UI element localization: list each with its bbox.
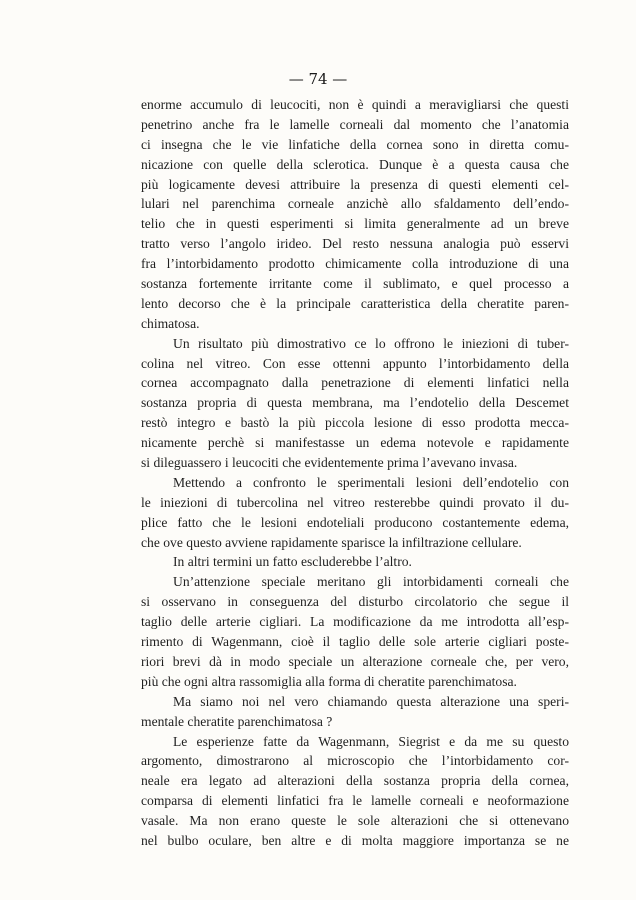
text-line: enorme accumulo di leucociti, non è quindi a meravigliarsi che questi [141, 97, 569, 112]
text-line: Ma siamo noi nel vero chiamando questa alterazione una speri- [173, 693, 569, 709]
text-line: si dileguassero i leucociti che evidentemente prima l’avevano invasa. [141, 455, 518, 471]
text-line: che ove questo avviene rapidamente sparisce la infiltrazione cellulare. [141, 534, 522, 550]
text-line: sostanza propria di questa membrana, ma l’endotelio della Descemet [141, 395, 569, 411]
text-line: più logicamente devesi attribuire la presenza di questi elementi cel- [141, 176, 569, 192]
text-line: tratto verso l’angolo irideo. Del resto nessuna analogia può esservi [141, 236, 569, 252]
text-line: nicamente perchè si manifestasse un edema notevole e rapidamente [141, 435, 569, 451]
text-line: Un’attenzione speciale meritano gli intorbidamenti corneali che [173, 574, 569, 590]
page-number: — 74 — [288, 70, 348, 88]
text-line: cornea accompagnato dalla penetrazione di elementi linfatici nella [141, 375, 569, 391]
body-text [141, 95, 569, 851]
text-line: vasale. Ma non erano queste le sole alterazioni che si ottenevano [141, 813, 569, 829]
text-line: Mettendo a confronto le sperimentali lesioni dell’endotelio con [173, 474, 569, 490]
text-line: riori brevi dà in modo speciale un alterazione corneale che, per vero, [141, 653, 569, 669]
text-line: telio che in questi esperimenti si limita generalmente ad un breve [141, 216, 569, 232]
text-line: mentale cheratite parenchimatosa ? [141, 713, 333, 729]
text-line: penetrino anche fra le lamelle corneali dal momento che l’anatomia [141, 116, 569, 132]
text-line: fra l’intorbidamento prodotto chimicamente colla introduzione di una [141, 256, 569, 272]
text-line: colina nel vitreo. Con esse ottenni appunto l’intorbidamento della [141, 355, 569, 371]
text-line: comparsa di elementi linfatici fra le lamelle corneali e neoformazione [141, 793, 569, 809]
text-line: le iniezioni di tubercolina nel vitreo resterebbe quindi provato il du- [141, 494, 569, 510]
text-line: lulari nel parenchima corneale anzichè allo sfaldamento dell’endo- [141, 196, 569, 212]
text-line: più che ogni altra rassomiglia alla forma di cheratite parenchimatosa. [141, 673, 517, 689]
text-line: argomento, dimostrarono al microscopio che l’intorbidamento cor- [141, 753, 569, 769]
text-line: rimento di Wagenmann, cioè il taglio delle sole arterie cigliari poste- [141, 634, 569, 650]
text-line: sostanza fortemente irritante come il sublimato, e quel processo a [141, 276, 569, 292]
text-line: si osservano in conseguenza del disturbo circolatorio che segue il [141, 594, 569, 610]
text-line: lento decorso che è la principale caratteristica della cheratite paren- [141, 295, 569, 311]
text-line: restò integro e bastò la più piccola lesione di esso prodotta mecca- [141, 415, 569, 431]
text-line: nel bulbo oculare, ben altre e di molta maggiore importanza se ne [141, 832, 569, 848]
text-line: chimatosa. [141, 315, 200, 331]
text-line: neale era legato ad alterazioni della sostanza propria della cornea, [141, 773, 569, 789]
text-line: taglio delle arterie cigliari. La modificazione da me introdotta all’esp- [141, 614, 569, 630]
text-line: In altri termini un fatto escluderebbe l’altro. [173, 554, 412, 570]
text-line: Le esperienze fatte da Wagenmann, Siegrist e da me su questo [173, 733, 569, 749]
text-line: Un risultato più dimostrativo ce lo offrono le iniezioni di tuber- [173, 335, 569, 351]
text-line: nicazione con quelle della sclerotica. Dunque è a questa causa che [141, 156, 569, 172]
text-line: plice fatto che le lesioni endoteliali producono costantemente edema, [141, 514, 569, 530]
text-line: ci insegna che le vie linfatiche della cornea sono in diretta comu- [141, 136, 569, 152]
